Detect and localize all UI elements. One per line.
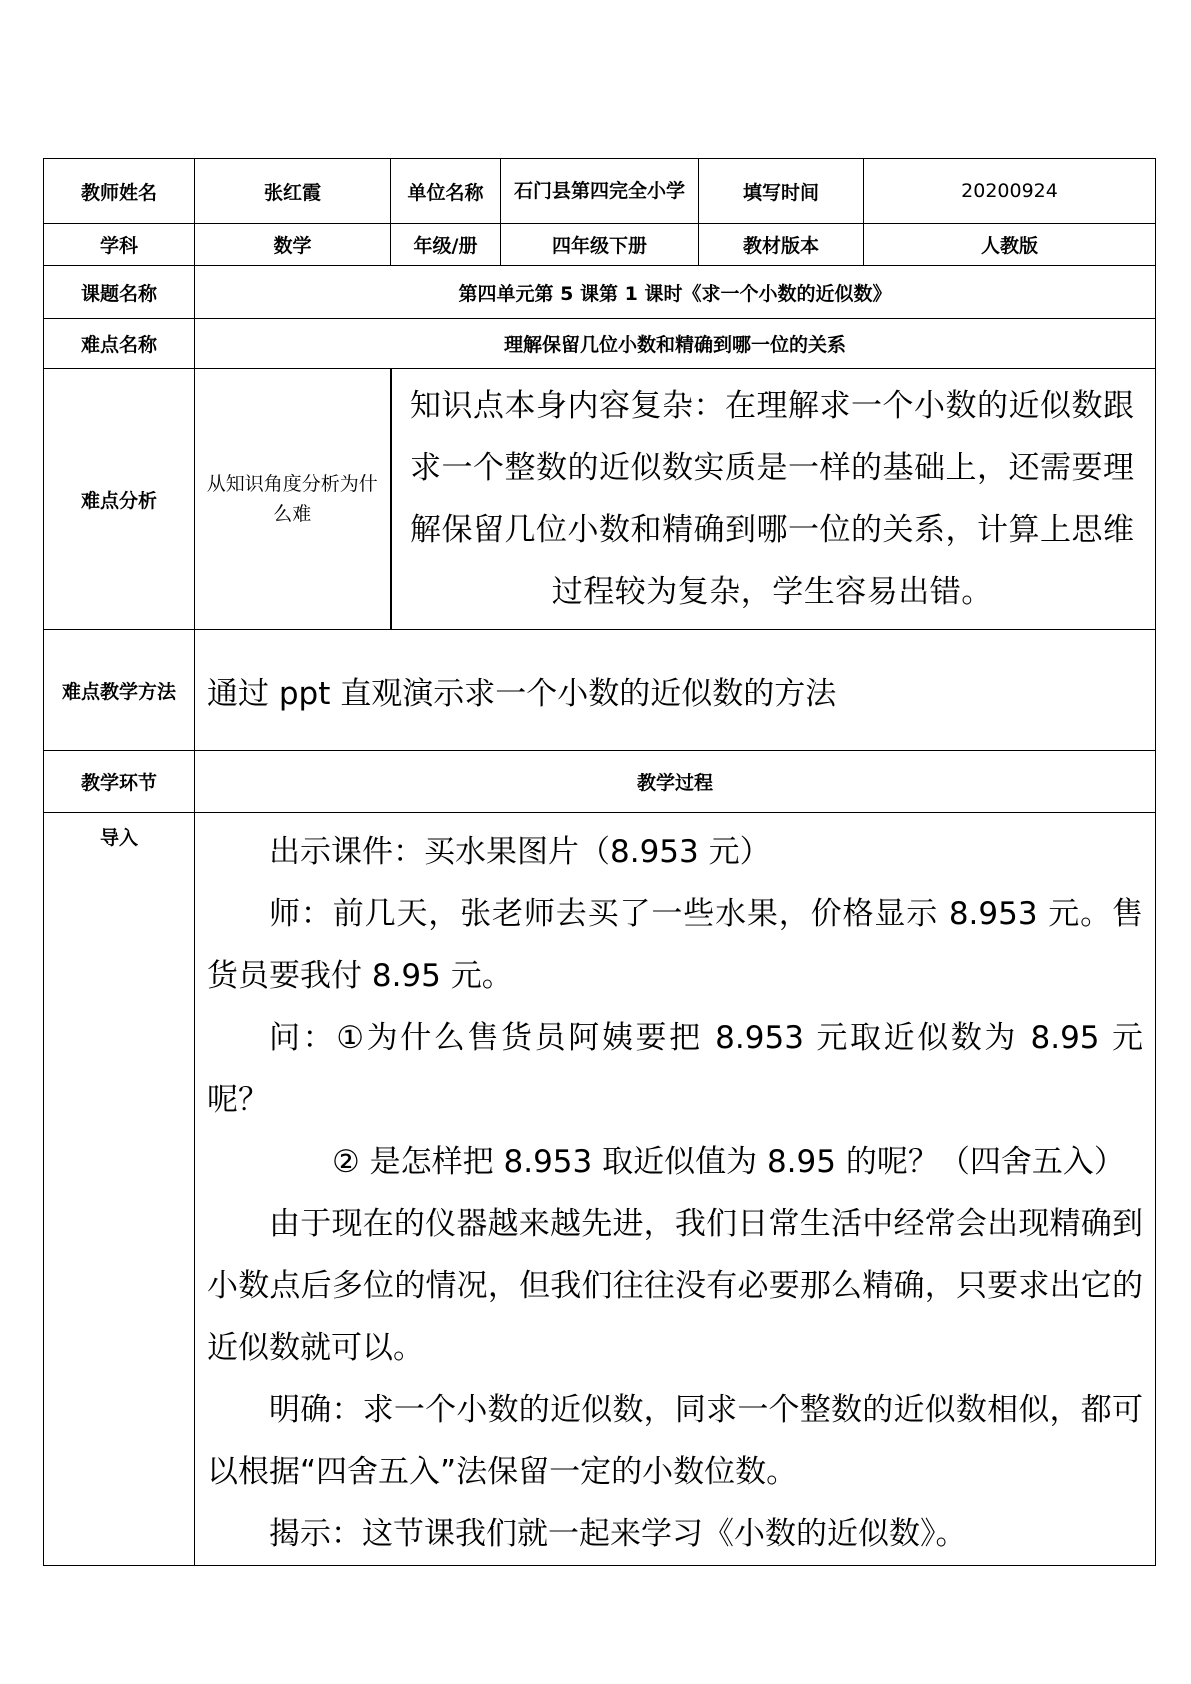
process-paragraph: 明确：求一个小数的近似数，同求一个整数的近似数相似，都可以根据“四舍五入”法保留一定的小数位数。 [207, 1392, 1143, 1490]
analysis-text: 知识点本身内容复杂：在理解求一个小数的近似数跟求一个整数的近似数实质是一样的基础上，还需要理解保留几位小数和精确到哪一位的关系，计算上思维过程较为复杂，学生容易出错。 [391, 369, 1156, 630]
table-row [44, 319, 1156, 369]
process-paragraph: 问：①为什么售货员阿姨要把 8.953 元取近似数为 8.95 元呢？ [207, 1020, 1143, 1118]
process-paragraph: 由于现在的仪器越来越先进，我们日常生活中经常会出现精确到小数点后多位的情况，但我们往往没有必要那么精确，只要求出它的近似数就可以。 [207, 1206, 1143, 1366]
table-row [44, 751, 1156, 813]
lesson-plan-table [43, 158, 1156, 1566]
stage-header: 教学环节 [44, 751, 195, 813]
unit-name-value: 石门县第四完全小学 [501, 159, 699, 224]
table-row [44, 813, 1156, 1566]
method-text: 通过 ppt 直观演示求一个小数的近似数的方法 [195, 630, 1156, 751]
edition-label: 教材版本 [699, 224, 864, 266]
fill-date-value: 20200924 [864, 159, 1156, 224]
table-row [44, 630, 1156, 751]
method-label: 难点教学方法 [44, 630, 195, 751]
analysis-sub-label: 从知识角度分析为什么难 [195, 369, 391, 630]
teacher-name-value: 张红霞 [195, 159, 391, 224]
difficulty-label: 难点名称 [44, 319, 195, 369]
process-paragraph: 揭示：这节课我们就一起来学习《小数的近似数》。 [269, 1516, 967, 1552]
process-paragraph: 师：前几天，张老师去买了一些水果，价格显示 8.953 元。售货员要我付 8.95 元。 [207, 896, 1143, 994]
topic-value: 第四单元第 5 课第 1 课时《求一个小数的近似数》 [195, 266, 1156, 319]
lead-in-stage: 导入 [44, 813, 195, 1566]
table-row [44, 369, 1156, 630]
process-paragraph: 出示课件：买水果图片（8.953 元） [269, 834, 771, 870]
analysis-label: 难点分析 [44, 369, 195, 630]
edition-value: 人教版 [864, 224, 1156, 266]
subject-value: 数学 [195, 224, 391, 266]
process-paragraph: ② 是怎样把 8.953 取近似值为 8.95 的呢？（四舍五入） [332, 1144, 1125, 1180]
unit-name-label: 单位名称 [391, 159, 501, 224]
fill-date-label: 填写时间 [699, 159, 864, 224]
grade-value: 四年级下册 [501, 224, 699, 266]
table-row [44, 266, 1156, 319]
teacher-name-label: 教师姓名 [44, 159, 195, 224]
grade-label: 年级/册 [391, 224, 501, 266]
table-row [44, 159, 1156, 224]
lead-in-process [195, 813, 1156, 1566]
table-row [44, 224, 1156, 266]
subject-label: 学科 [44, 224, 195, 266]
topic-label: 课题名称 [44, 266, 195, 319]
process-header: 教学过程 [195, 751, 1156, 813]
difficulty-value: 理解保留几位小数和精确到哪一位的关系 [195, 319, 1156, 369]
